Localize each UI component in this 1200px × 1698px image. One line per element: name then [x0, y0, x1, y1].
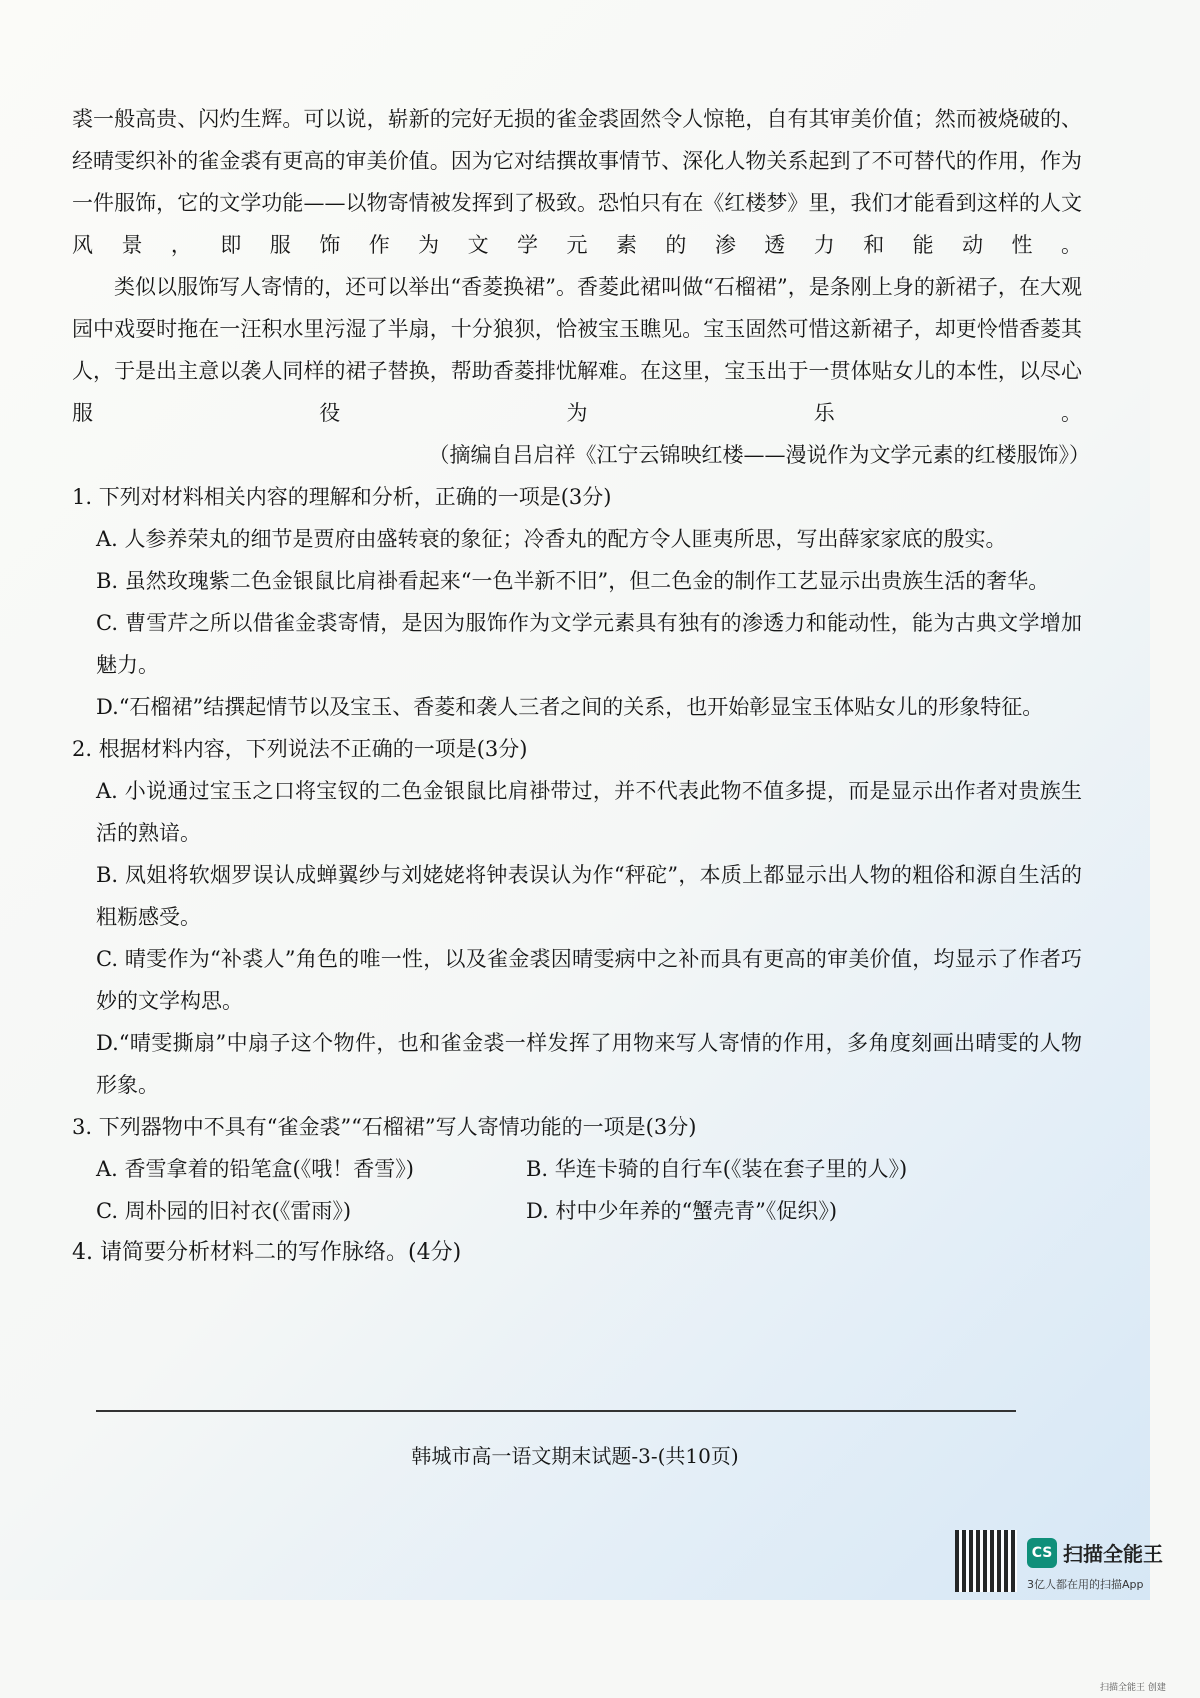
scanner-brand-name: 扫描全能王 — [1063, 1542, 1163, 1566]
exam-content — [72, 98, 1090, 1274]
question-2-option-c: C. 晴雯作为“补裘人”角色的唯一性，以及雀金裘因晴雯病中之补而具有更高的审美价值，均显示了作者巧妙的文学构思。 — [96, 947, 1082, 1013]
camscanner-logo-icon: CS — [1027, 1538, 1057, 1568]
question-3-option-a: A. 香雪拿着的铅笔盒(《哦！香雪》) — [96, 1157, 414, 1181]
page-footer: 韩城市高一语文期末试题-3-(共10页) — [411, 1444, 739, 1468]
question-1-option-c: C. 曹雪芹之所以借雀金裘寄情，是因为服饰作为文学元素具有独有的渗透力和能动性，能为古典文学增加魅力。 — [96, 611, 1082, 677]
scanner-tagline: 3亿人都在用的扫描App — [1027, 1578, 1144, 1591]
scanner-watermark — [955, 1530, 1195, 1620]
question-3-options-row-2 — [96, 1190, 1082, 1232]
question-1-option-b: B. 虽然玫瑰紫二色金银鼠比肩褂看起来“一色半新不旧”，但二色金的制作工艺显示出贵族生活的奢华。 — [96, 569, 1050, 593]
question-4-stem: 4. 请简要分析材料二的写作脉络。(4分) — [72, 1240, 462, 1265]
question-1-stem: 1. 下列对材料相关内容的理解和分析，正确的一项是(3分) — [72, 485, 612, 509]
question-1-option-d: D.“石榴裙”结撰起情节以及宝玉、香菱和袭人三者之间的关系，也开始彰显宝玉体贴女儿的形象特征。 — [96, 695, 1044, 719]
question-3-option-c: C. 周朴园的旧衬衣(《雷雨》) — [96, 1199, 352, 1223]
question-1-option-a: A. 人参养荣丸的细节是贾府由盛转衰的象征；冷香丸的配方令人匪夷所思，写出薛家家底的殷实。 — [96, 527, 1007, 551]
question-3-stem: 3. 下列器物中不具有“雀金裘”“石榴裙”写人寄情功能的一项是(3分) — [72, 1115, 697, 1139]
passage-source: （摘编自吕启祥《江宁云锦映红楼——漫说作为文学元素的红楼服饰》） — [428, 443, 1090, 467]
passage-paragraph-2: 类似以服饰写人寄情的，还可以举出“香菱换裙”。香菱此裙叫做“石榴裙”，是条刚上身的新裙子，在大观园中戏耍时拖在一汪积水里污湿了半扇，十分狼狈，恰被宝玉瞧见。宝玉固然可惜这新裙子，却更怜惜香菱其人，于是出主意以袭人同样的裙子替换，帮助香菱排忧解难。在这里，宝玉出于一贯体贴女儿的本性，以尽心服役为乐。 — [72, 275, 1082, 425]
question-2-option-d: D.“晴雯撕扇”中扇子这个物件，也和雀金裘一样发挥了用物来写人寄情的作用，多角度刻画出晴雯的人物形象。 — [96, 1031, 1082, 1097]
footer-divider — [96, 1410, 1016, 1412]
question-3-options-row-1 — [96, 1148, 1082, 1190]
question-3-option-b: B. 华连卡骑的自行车(《装在套子里的人》) — [526, 1157, 908, 1181]
scanner-credit: 扫描全能王 创建 — [1100, 1683, 1166, 1693]
question-2-option-a: A. 小说通过宝玉之口将宝钗的二色金银鼠比肩褂带过，并不代表此物不值多提，而是显示出作者对贵族生活的熟谙。 — [96, 779, 1082, 845]
question-2-option-b: B. 凤姐将软烟罗误认成蝉翼纱与刘姥姥将钟表误认为作“秤砣”，本质上都显示出人物的粗俗和源自生活的粗粝感受。 — [96, 863, 1082, 929]
question-2-stem: 2. 根据材料内容，下列说法不正确的一项是(3分) — [72, 737, 528, 761]
question-3-option-d: D. 村中少年养的“蟹壳青”《促织》) — [526, 1199, 838, 1223]
passage-paragraph-1: 裘一般高贵、闪灼生辉。可以说，崭新的完好无损的雀金裘固然令人惊艳，自有其审美价值；然而被烧破的、经晴雯织补的雀金裘有更高的审美价值。因为它对结撰故事情节、深化人物关系起到了不可替代的作用，作为一件服饰，它的文学功能——以物寄情被发挥到了极致。恐怕只有在《红楼梦》里，我们才能看到这样的人文风景，即服饰作为文学元素的渗透力和能动性。 — [72, 107, 1082, 257]
qr-code-icon — [955, 1530, 1017, 1592]
